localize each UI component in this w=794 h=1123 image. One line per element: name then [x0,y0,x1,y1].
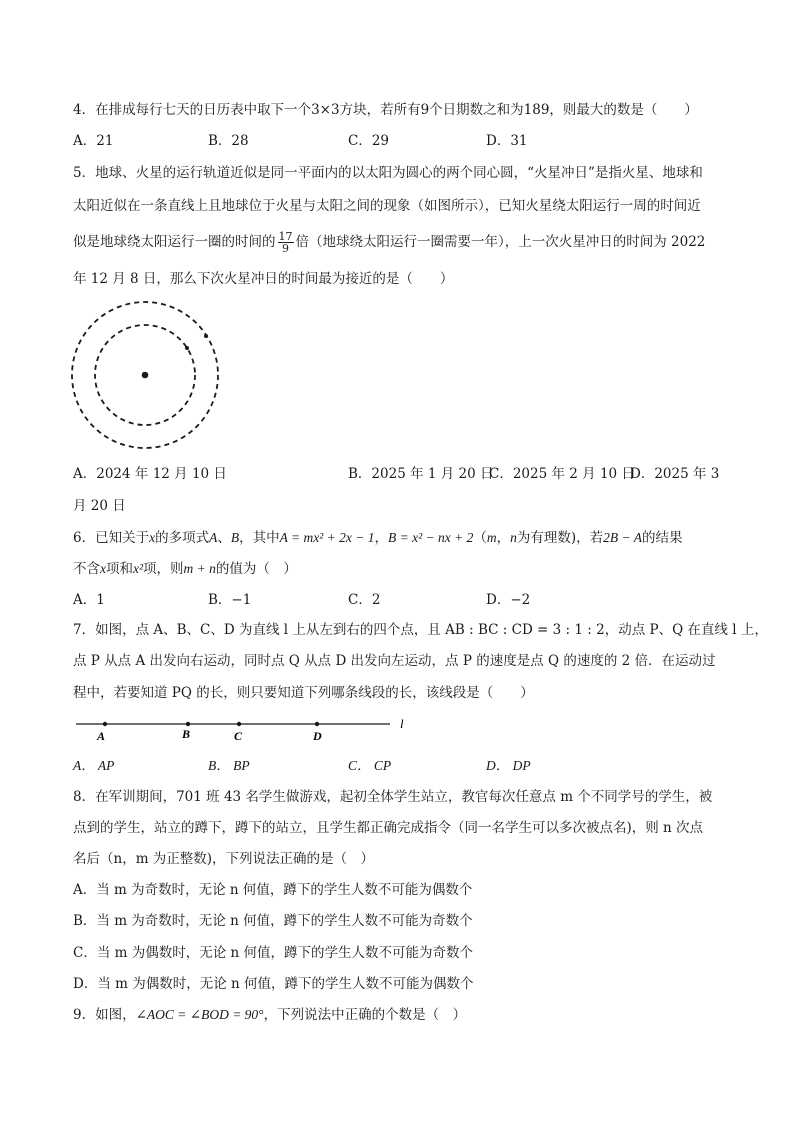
mars-dot [204,334,208,338]
q5-orbit-figure [68,298,224,450]
point-d [315,722,319,726]
q6-text: 项，则 [143,561,184,577]
expr-m-plus-n: m + n [183,561,216,576]
q6-line-1 [73,528,682,548]
var-m: m [486,530,497,545]
q9-angle-expr: ∠AOC = ∠BOD = 90° [135,1007,264,1022]
q6-text: 6．已知关于 [73,530,150,546]
q8-line-3: 名后（n，m 为正整数)，下列说法正确的是（ ） [73,851,375,867]
q6-text: 为有理数)，若 [516,530,604,546]
q6-comma: ， [496,530,511,546]
q8-option-c: C．当 m 为偶数时，无论 n 何值，蹲下的学生人数不可能为奇数个 [73,945,473,961]
point-b [186,722,190,726]
expr-a: A = mx² + 2x − 1 [279,530,375,545]
var-b: B [230,530,240,545]
q6-option-c: C．2 [348,592,381,608]
q6-option-d: D．−2 [486,592,531,608]
q5-fraction-den: 9 [282,242,289,255]
label-c: C [234,729,243,743]
q5-line-3 [73,231,705,254]
q5-option-c: C．2025 年 2 月 10 日 [489,466,635,482]
q6-text: 的多项式 [155,530,210,546]
var-n: n [510,530,517,545]
point-a [103,722,107,726]
q6-paren: （ [473,530,487,546]
q7-option-a: A． AP [73,758,115,773]
q5-line-4: 年 12 月 8 日，那么下次火星冲日的时间最为接近的是（ ） [73,271,454,287]
q8-option-b: B．当 m 为奇数时，无论 n 何值，蹲下的学生人数不可能为奇数个 [73,913,473,929]
q4-option-d: D．31 [486,133,528,149]
q5-option-a: A．2024 年 12 月 10 日 [73,466,227,482]
var-x: x [100,561,106,576]
q6-text: 项和 [106,561,133,577]
q4-stem: 4．在排成每行七天的日历表中取下一个3×3方块，若所有9个日期数之和为189，则最大的数是（ ） [73,102,698,118]
expr-2b-a: 2B − A [603,530,642,545]
q5-fraction-num: 17 [278,230,293,243]
q4-option-a: A．21 [73,133,114,149]
var-x-squared: x² [133,561,144,576]
expr-b: B = x² − nx + 2 [387,530,474,545]
sun-dot [142,372,149,379]
q7-line-1: 7．如图，点 A、B、C、D 为直线 l 上从左到右的四个点，且 AB : BC : CD = 3 : 1 : 2，动点 P、Q 在直线 l 上， [73,622,768,638]
q6-text: 不含 [73,561,100,577]
q9-text: 9．如图， [73,1007,136,1023]
q7-option-d: D． DP [486,758,531,773]
label-b: B [182,727,191,741]
q5-option-wrap: 月 20 日 [73,498,126,514]
q5-option-b: B．2025 年 1 月 20 日 [348,466,494,482]
q7-line-2: 点 P 从点 A 出发向右运动，同时点 Q 从点 D 出发向左运动，点 P 的速度是点 Q 的速度的 2 倍．在运动过 [73,653,716,669]
q6-comma: ， [374,530,388,546]
q5-line-1: 5．地球、火星的运行轨道近似是同一平面内的以太阳为圆心的两个同心圆，“火星冲日”是指火星、地球和 [73,165,703,181]
q8-line-2: 点到的学生，站立的蹲下，蹲下的站立，且学生都正确完成指令（同一名学生可以多次被点名)，则 n 次点 [73,820,704,836]
q5-fraction [278,231,294,254]
q5-line-3-before: 似是地球绕太阳运行一圈的时间的 [73,234,276,250]
q6-text: 的结果 [641,530,683,546]
q6-text: ，其中 [239,530,280,546]
q7-line-3: 程中，若要知道 PQ 的长，则只要知道下列哪条线段的长，该线段是（ ） [73,685,534,701]
label-l: l [400,716,404,731]
var-x: x [149,530,156,545]
q9-stem [73,1005,466,1025]
q6-option-a: A．1 [73,592,105,608]
q9-text: ，下列说法中正确的个数是（ ） [263,1007,467,1023]
q8-line-1: 8．在军训期间，701 班 43 名学生做游戏，起初全体学生站立，教官每次任意点 m 个不同学号的学生，被 [73,789,713,805]
q7-line-figure [70,710,420,744]
label-d: D [313,729,322,743]
q5-line-3-after: 倍（地球绕太阳运行一圈需要一年），上一次火星冲日的时间为 2022 [295,234,706,250]
q5-line-2: 太阳近似在一条直线上且地球位于火星与太阳之间的现象（如图所示），已知火星绕太阳运行一周的时间近 [73,198,701,214]
label-a: A [97,729,106,743]
q7-option-b: B． BP [208,758,250,773]
q6-line-2 [73,559,297,579]
q4-option-c: C．29 [348,133,390,149]
q8-option-d: D．当 m 为偶数时，无论 n 何值，蹲下的学生人数不可能为偶数个 [73,976,474,992]
q6-text: 的值为（ ） [215,561,297,577]
q5-option-d: D．2025 年 3 [630,466,720,482]
point-c [237,722,241,726]
var-a: A [209,530,218,545]
q6-option-b: B．−1 [208,592,252,608]
q8-option-a: A．当 m 为奇数时，无论 n 何值，蹲下的学生人数不可能为偶数个 [73,882,473,898]
earth-dot [185,346,189,350]
q6-sep: 、 [217,530,231,546]
q4-option-b: B．28 [208,133,249,149]
q7-option-c: C． CP [348,758,392,773]
